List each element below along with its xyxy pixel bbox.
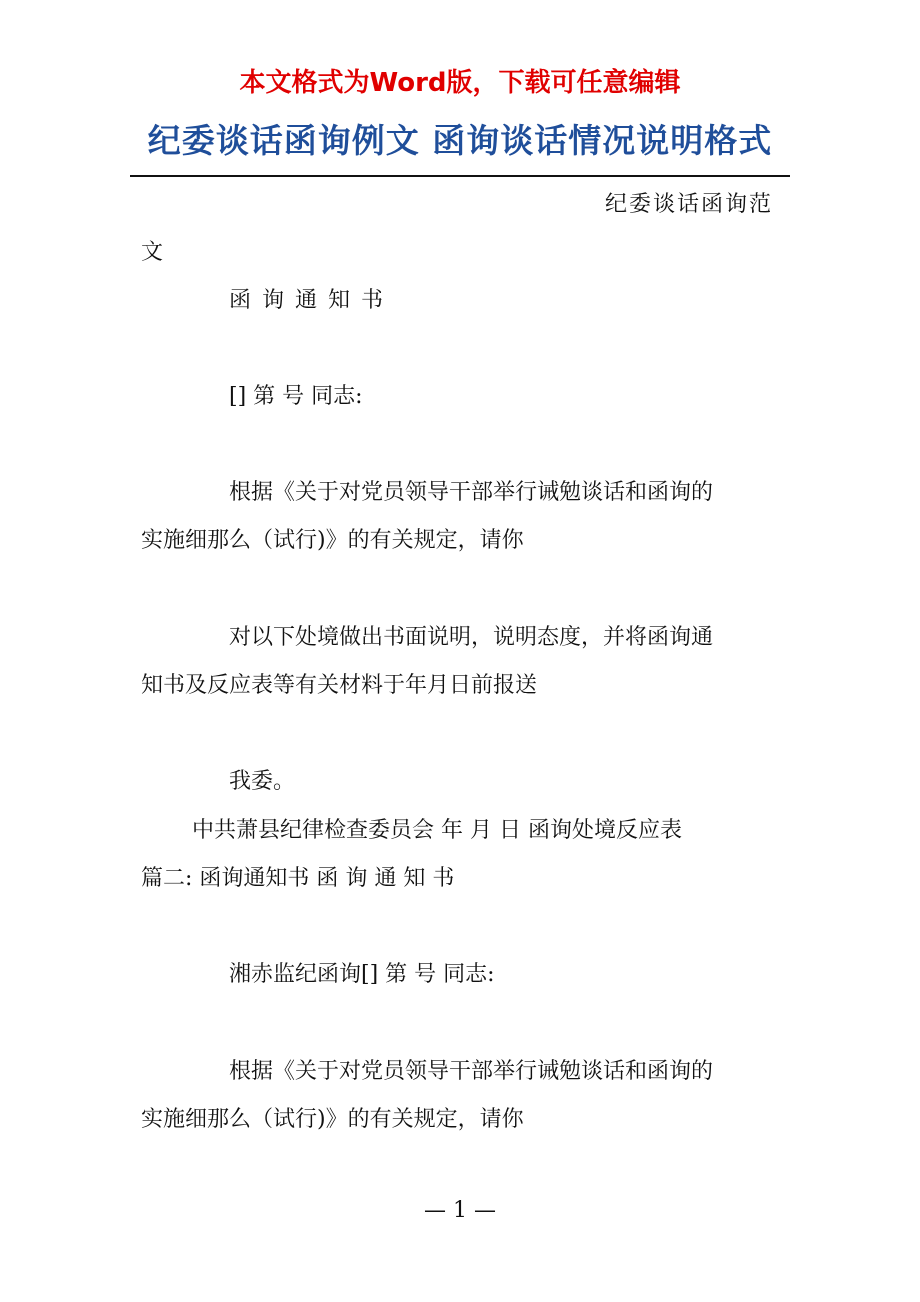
body-line: 中共萧县纪律检查委员会 年 月 日 函询处境反应表 — [192, 818, 682, 843]
body-line: [] 第 号 同志: — [229, 384, 363, 409]
body-line: 根据《关于对党员领导干部举行诫勉谈话和函询的 — [229, 1059, 714, 1084]
body-line: 根据《关于对党员领导干部举行诫勉谈话和函询的 — [229, 480, 714, 505]
body-line: 实施细那么（试行)》的有关规定，请你 — [141, 1107, 524, 1132]
body-line: 篇二: 函询通知书 函 询 通 知 书 — [141, 866, 455, 891]
format-notice: 本文格式为Word版，下载可任意编辑 — [239, 68, 681, 98]
body-line: 我委。 — [229, 769, 296, 794]
body-line: 文 — [141, 240, 164, 265]
body-line: 函 询 通 知 书 — [229, 288, 385, 313]
page-number: — 1 — — [424, 1198, 496, 1223]
title-divider — [130, 175, 790, 177]
body-line: 纪委谈话函询范 — [605, 192, 774, 217]
body-line: 对以下处境做出书面说明，说明态度，并将函询通 — [229, 625, 714, 650]
document-title: 纪委谈话函询例文 函询谈话情况说明格式 — [147, 121, 773, 160]
body-line: 实施细那么（试行)》的有关规定，请你 — [141, 528, 524, 553]
body-line: 知书及反应表等有关材料于年月日前报送 — [141, 673, 538, 698]
body-line: 湘赤监纪函询[] 第 号 同志: — [229, 962, 495, 987]
